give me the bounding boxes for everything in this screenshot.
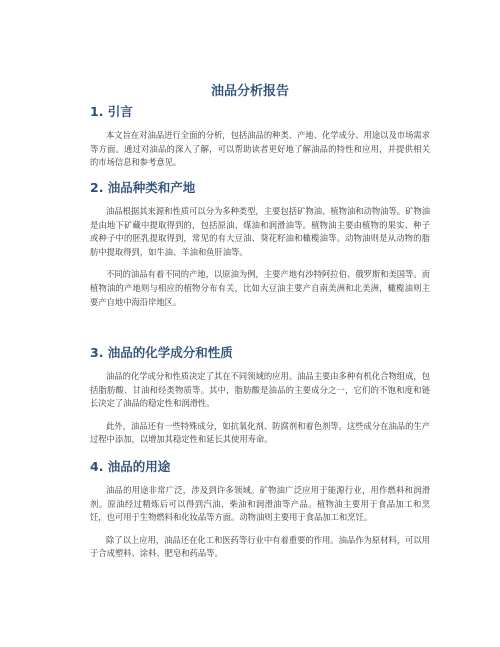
section-chemical-composition — [90, 345, 430, 456]
section-heading: 1. 引言 — [90, 104, 133, 119]
paragraph: 油品的用途非常广泛，涉及到许多领域。矿物油广泛应用于能源行业，用作燃料和润滑剂。原油经过精炼后可以得到汽油、柴油和润滑油等产品。植物油主要用于食品加工和烹饪，也可用于生物燃料和化妆品等方面。动物油则主要用于食品加工和烹饪。 — [90, 485, 430, 523]
paragraph: 油品根据其来源和性质可以分为多种类型，主要包括矿物油、植物油和动物油等。矿物油是由地下矿藏中提取得到的，包括原油、煤油和润滑油等。植物油主要由植物的果实、种子或种子中的胚乳提取得到，常见的有大豆油、葵花籽油和橄榄油等。动物油则是从动物的脂肪中提取得到，如牛油、羊油和鱼肝油等。 — [90, 206, 430, 257]
paragraph: 不同的油品有着不同的产地，以原油为例，主要产地有沙特阿拉伯、俄罗斯和美国等。而植物油的产地则与相应的植物分布有关，比如大豆油主要产自南美洲和北美洲，橄榄油则主要产自地中海沿岸地区。 — [90, 269, 430, 307]
section-uses — [90, 459, 430, 570]
section-heading: 2. 油品种类和产地 — [90, 180, 196, 195]
paragraph: 本文旨在对油品进行全面的分析，包括油品的种类、产地、化学成分、用途以及市场需求等方面。通过对油品的深入了解，可以帮助读者更好地了解油品的特性和应用，并提供相关的市场信息和参考意见。 — [90, 130, 430, 168]
paragraph: 油品的化学成分和性质决定了其在不同领域的应用。油品主要由多种有机化合物组成，包括脂肪酸、甘油和烃类物质等。其中，脂肪酸是油品的主要成分之一，它们的不饱和度和链长决定了油品的稳定性和润滑性。 — [90, 371, 430, 409]
section-heading: 4. 油品的用途 — [90, 459, 171, 474]
document-title: 油品分析报告 — [210, 84, 289, 99]
section-introduction — [90, 104, 430, 179]
section-types-and-origins — [90, 180, 430, 318]
paragraph: 除了以上应用，油品还在化工和医药等行业中有着重要的作用。油品作为原材料，可以用于合成塑料、涂料、肥皂和药品等。 — [90, 534, 430, 559]
section-heading: 3. 油品的化学成分和性质 — [90, 345, 233, 360]
paragraph: 此外，油品还有一些特殊成分，如抗氧化剂、防腐剂和着色剂等。这些成分在油品的生产过程中添加，以增加其稳定性和延长其使用寿命。 — [90, 420, 430, 445]
